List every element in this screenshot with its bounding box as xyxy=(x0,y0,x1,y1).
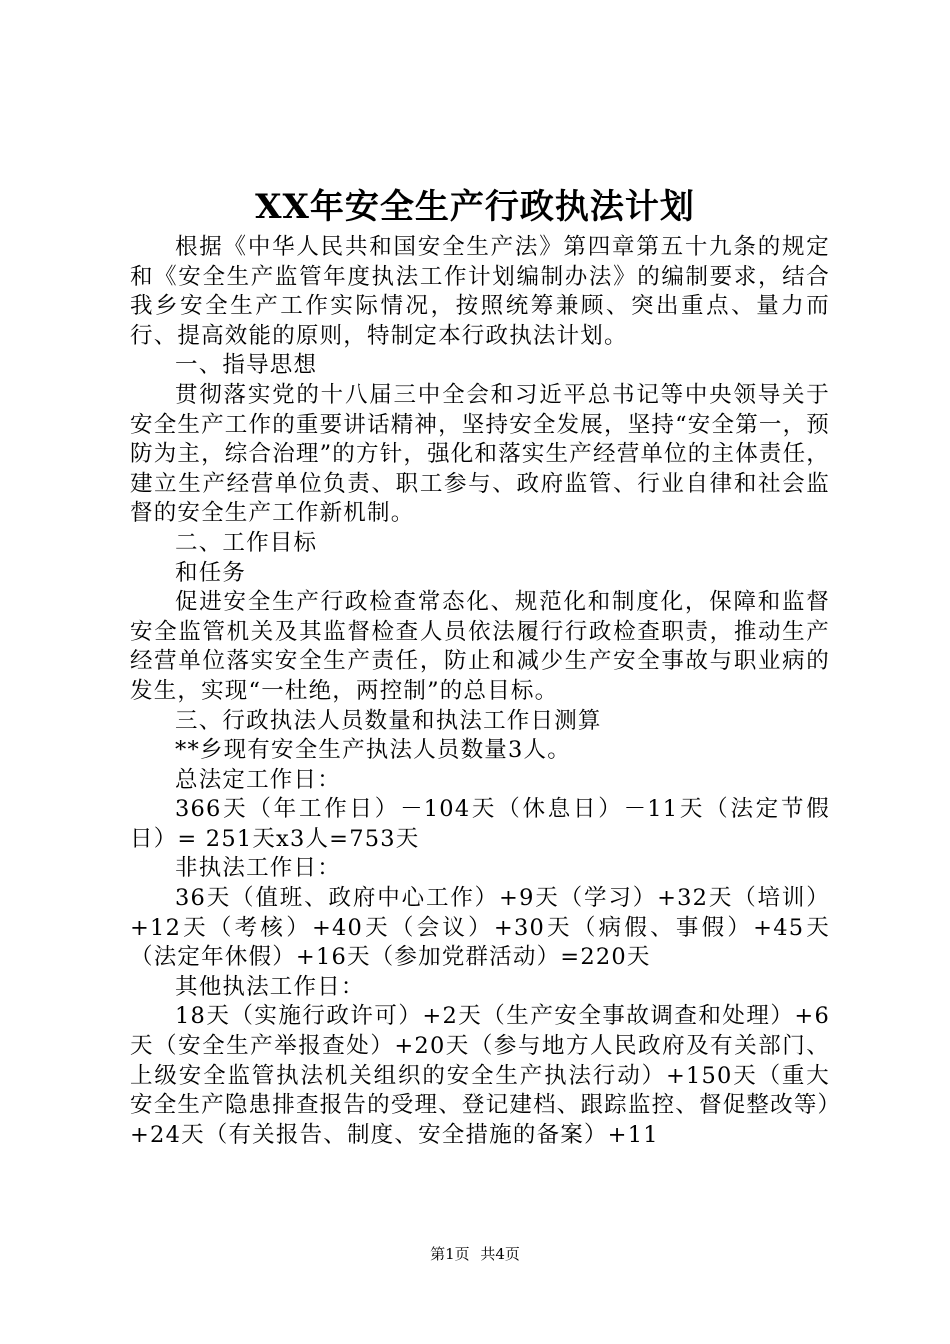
paragraph-total-workdays: 366天（年工作日）－104天（休息日）－11天（法定节假日）= 251天x3人=753天 xyxy=(130,796,830,852)
heading-staff-calculation: 三、行政执法人员数量和执法工作日测算 xyxy=(175,707,602,734)
label-total-workdays: 总法定工作日： xyxy=(175,766,341,793)
paragraph-guiding-ideology: 贯彻落实党的十八届三中全会和习近平总书记等中央领导关于安全生产工作的重要讲话精神，坚持安全发展，坚持“安全第一，预防为主，综合治理”的方针，强化和落实生产经营单位的主体责任，建立生产经营单位负责、职工参与、政府监管、行业自律和社会监督的安全生产工作新机制。 xyxy=(130,381,831,527)
heading-work-goals-cont: 和任务 xyxy=(175,559,247,586)
label-other-enforcement-days: 其他执法工作日： xyxy=(175,973,365,1000)
paragraph-work-goals: 促进安全生产行政检查常态化、规范化和制度化，保障和监督安全监管机关及其监督检查人员依法履行行政检查职责，推动生产经营单位落实安全生产责任，防止和减少生产安全事故与职业病的发生，实现“一杜绝，两控制”的总目标。 xyxy=(130,589,830,704)
paragraph-staff-count: **乡现有安全生产执法人员数量3人。 xyxy=(175,737,571,764)
page-footer xyxy=(0,1244,950,1264)
paragraph-non-enforcement-days: 36天（值班、政府中心工作）+9天（学习）+32天（培训）+12天（考核）+40天（会议）+30天（病假、事假）+45天（法定年休假）+16天（参加党群活动）=220天 xyxy=(130,885,830,971)
document-title: XX年安全生产行政执法计划 xyxy=(255,187,695,227)
paragraph-intro: 根据《中华人民共和国安全生产法》第四章第五十九条的规定和《安全生产监管年度执法工作计划编制办法》的编制要求，结合我乡安全生产工作实际情况，按照统筹兼顾、突出重点、量力而行、提高效能的原则，特制定本行政执法计划。 xyxy=(130,234,830,349)
heading-guiding-ideology: 一、指导思想 xyxy=(175,352,318,379)
label-non-enforcement-days: 非执法工作日： xyxy=(175,855,341,882)
document-body xyxy=(130,233,830,1150)
page-total: 共4页 xyxy=(480,1245,520,1263)
heading-work-goals: 二、工作目标 xyxy=(175,529,318,556)
paragraph-other-enforcement-days: 18天（实施行政许可）+2天（生产安全事故调查和处理）+6天（安全生产举报查处）+20天（参与地方人民政府及有关部门、上级安全监管执法机关组织的安全生产执法行动）+150天（重大安全生产隐患排查报告的受理、登记建档、跟踪监控、督促整改等）+24天（有关报告、制度、安全措施的备案）+11 xyxy=(130,1003,830,1148)
page-number: 第1页 xyxy=(430,1245,470,1263)
